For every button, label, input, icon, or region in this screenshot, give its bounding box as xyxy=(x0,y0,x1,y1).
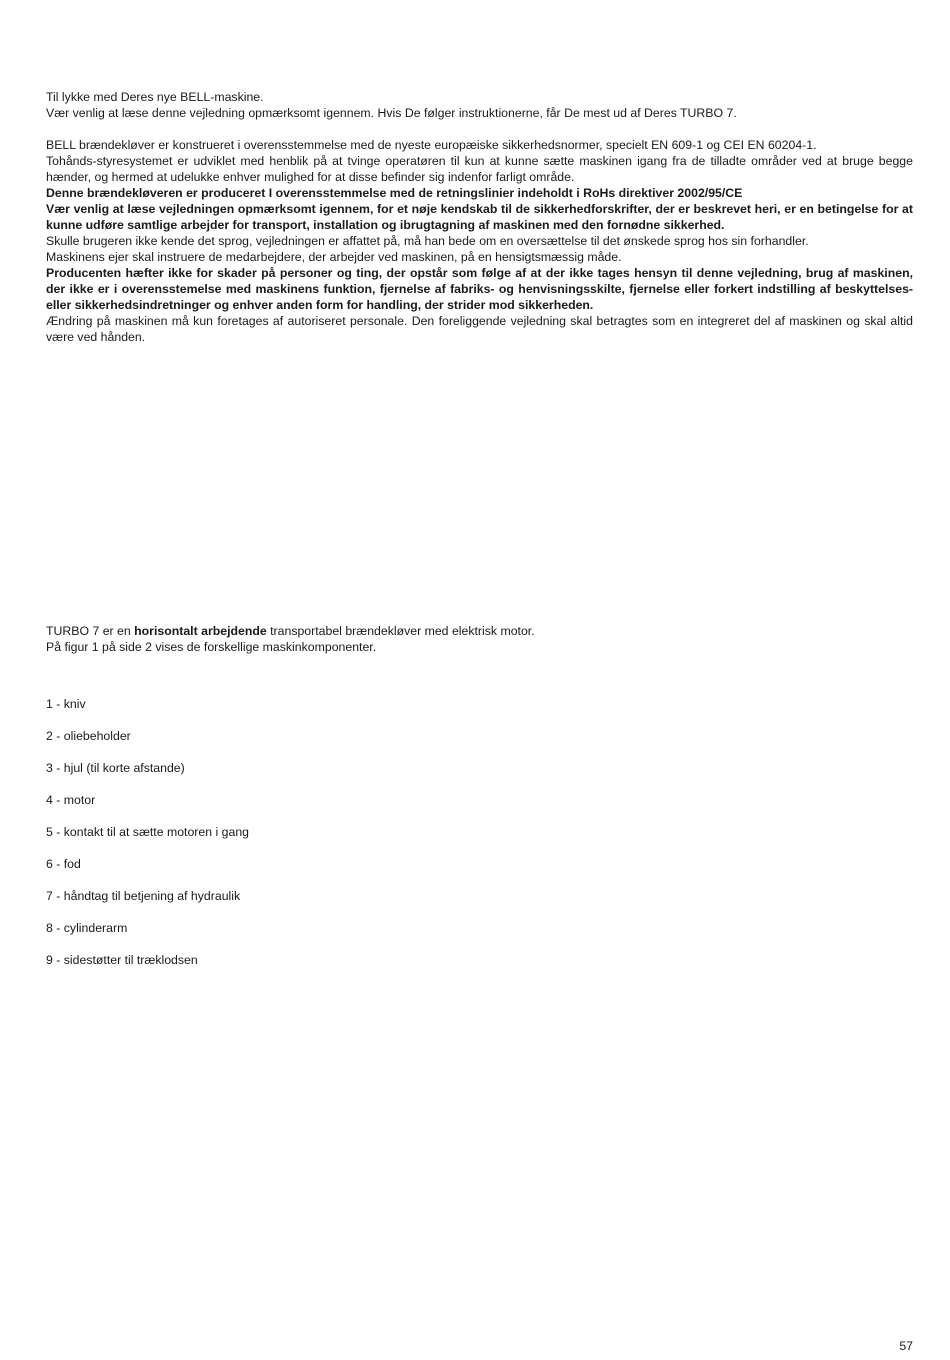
translation-text: Skulle brugeren ikke kende det sprog, vejledningen er affattet på, må han bede om en oversættelse til det ønskede sprog hos sin forhandler. xyxy=(46,234,809,248)
list-item: 3 - hjul (til korte afstande) xyxy=(46,761,185,775)
description-prefix: TURBO 7 er en xyxy=(46,624,135,638)
description-highlight: horisontalt arbejdende xyxy=(134,624,267,638)
description-suffix: transportabel brændekløver med elektrisk motor. xyxy=(266,624,535,638)
parts-list xyxy=(46,696,913,984)
list-item: 8 - cylinderarm xyxy=(46,921,128,935)
safety-rules-text: Vær venlig at læse vejledningen opmærksomt igennem, for et nøje kendskab til de sikkerhedforskrifter, der er beskrevet heri, er en betingelse for at kunne udføre samtlige arbejder for transport, installation og ibrugtagning af maskinen med den fornødne sikkerhed. xyxy=(46,202,913,232)
machine-description-section xyxy=(46,623,913,655)
list-item: 2 - oliebeholder xyxy=(46,729,131,743)
list-item: 1 - kniv xyxy=(46,697,86,711)
list-item: 6 - fod xyxy=(46,857,81,871)
modification-text: Ændring på maskinen må kun foretages af autoriseret personale. Den foreliggende vejledning skal betragtes som en integreret del af maskinen og skal altid være ved hånden. xyxy=(46,314,913,344)
read-manual-text: Vær venlig at læse denne vejledning opmærksomt igennem. Hvis De følger instruktionerne, får De mest ud af Deres TURBO 7. xyxy=(46,106,737,120)
owner-instruction-text: Maskinens ejer skal instruere de medarbejdere, der arbejder ved maskinen, på en hensigtsmæssig måde. xyxy=(46,250,622,264)
greeting-text: Til lykke med Deres nye BELL-maskine. xyxy=(46,90,264,104)
paragraph-gap xyxy=(46,121,913,137)
intro-section xyxy=(46,89,913,345)
figure-reference-text: På figur 1 på side 2 vises de forskellige maskinkomponenter. xyxy=(46,640,377,654)
rohs-compliance-text: Denne brændekløveren er produceret I overensstemmelse med de retningslinier indeholdt i RoHs direktiver 2002/95/CE xyxy=(46,186,743,200)
two-hand-control-text: Tohånds-styresystemet er udviklet med henblik på at tvinge operatøren til kun at kunne sætte maskinen igang fra de tilladte områder ved at bruge begge hænder, og hermed at udelukke enhver mulighed for at disse befinder sig indenfor farligt område. xyxy=(46,154,913,184)
page-number: 57 xyxy=(899,1339,913,1353)
liability-text: Producenten hæfter ikke for skader på personer og ting, der opstår som følge af at der ikke tages hensyn til denne vejledning, brug af maskinen, der ikke er i overensstemelse med maskinens funktion, fjernelse af fabriks- og henvisningsskilte, fjernelse eller forkert indstilling af beskyttelses- eller sikkerhedsindretninger og enhver anden form for handling, der strider mod sikkerheden. xyxy=(46,266,913,312)
list-item: 9 - sidestøtter til træklodsen xyxy=(46,953,198,967)
list-item: 7 - håndtag til betjening af hydraulik xyxy=(46,889,241,903)
list-item: 5 - kontakt til at sætte motoren i gang xyxy=(46,825,250,839)
list-item: 4 - motor xyxy=(46,793,96,807)
standards-text: BELL brændekløver er konstrueret i overensstemmelse med de nyeste europæiske sikkerhedsnormer, specielt EN 609-1 og CEI EN 60204-1. xyxy=(46,138,817,152)
machine-description-text xyxy=(46,623,913,639)
